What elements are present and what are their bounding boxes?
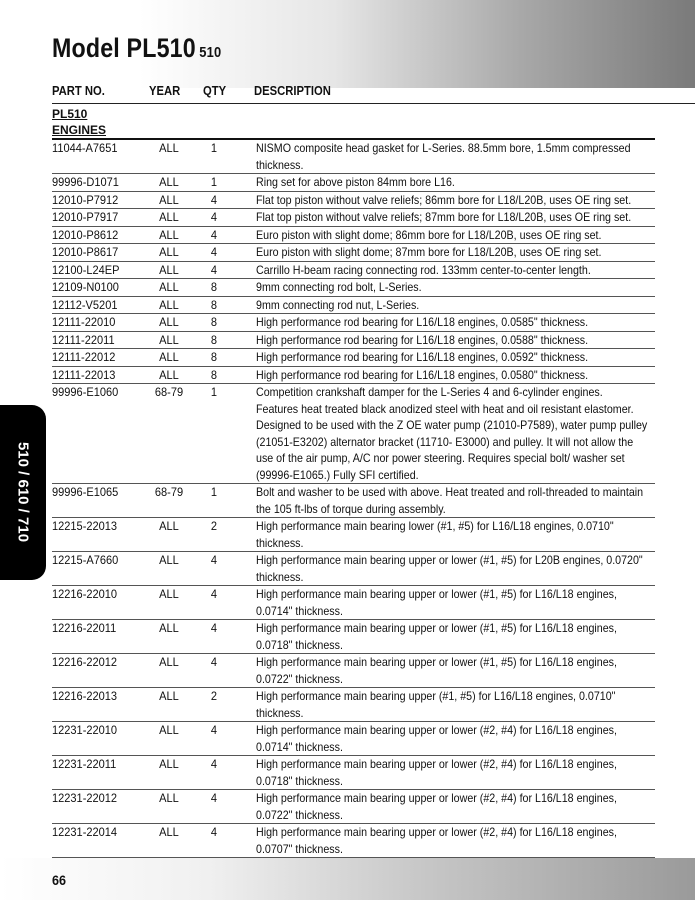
description-cell: Euro piston with slight dome; 87mm bore for L18/L20B, uses OE ring set. [256, 245, 602, 259]
section-label [52, 106, 106, 138]
year-cell: ALL [159, 519, 179, 533]
table-row [52, 518, 655, 552]
description-cell: High performance main bearing upper or lower (#1, #5) for L20B engines, 0.0720" thickness. [256, 553, 643, 584]
description-cell: High performance main bearing lower (#1, #5) for L16/L18 engines, 0.0710" thickness. [256, 519, 614, 550]
description-cell: High performance main bearing upper or lower (#2, #4) for L16/L18 engines, 0.0714" thickness. [256, 723, 617, 754]
page-number: 66 [52, 872, 67, 888]
description-cell: NISMO composite head gasket for L-Series. 88.5mm bore, 1.5mm compressed thickness. [256, 141, 631, 172]
part-number-cell: 99996-D1071 [52, 175, 119, 189]
header-qty: QTY [203, 84, 227, 98]
year-cell: ALL [159, 175, 179, 189]
qty-cell: 4 [210, 553, 218, 567]
year-cell: ALL [159, 689, 179, 703]
qty-cell: 8 [210, 315, 218, 329]
year-cell: ALL [159, 587, 179, 601]
description-cell: Euro piston with slight dome; 86mm bore for L18/L20B, uses OE ring set. [256, 227, 602, 242]
part-number-cell: 12010-P8617 [52, 245, 119, 259]
year-cell: ALL [159, 210, 179, 224]
description-cell: High performance rod bearing for L16/L18 engines, 0.0580" thickness. [256, 367, 589, 382]
part-number-cell: 12215-A7660 [52, 553, 119, 567]
qty-cell: 4 [210, 723, 218, 737]
part-number-cell: 12010-P8612 [52, 227, 119, 242]
year-cell: ALL [159, 227, 179, 242]
year-cell: ALL [159, 332, 179, 347]
qty-cell: 8 [210, 280, 218, 294]
table-row [52, 790, 655, 824]
table-row [52, 227, 655, 245]
qty-cell: 4 [210, 621, 218, 635]
qty-cell: 4 [210, 587, 218, 601]
part-number-cell: 99996-E1065 [52, 485, 119, 499]
part-number-cell: 11044-A7651 [52, 141, 118, 155]
qty-cell: 2 [210, 519, 218, 533]
year-cell: ALL [159, 141, 179, 155]
year-cell: ALL [159, 723, 179, 737]
part-number-cell: 12111-22012 [52, 350, 116, 364]
table-row [52, 552, 655, 586]
footer-band [0, 858, 695, 900]
table-row [52, 367, 655, 385]
part-number-cell: 99996-E1060 [52, 385, 119, 399]
table-row [52, 192, 655, 210]
year-cell: ALL [159, 192, 179, 207]
part-number-cell: 12111-22013 [52, 367, 116, 382]
year-cell: ALL [159, 621, 179, 635]
qty-cell: 8 [210, 297, 218, 312]
table-row [52, 620, 655, 654]
page-title [52, 33, 221, 64]
description-cell: High performance main bearing upper or lower (#2, #4) for L16/L18 engines, 0.0722" thickness. [256, 791, 617, 822]
year-cell: ALL [159, 655, 179, 669]
description-cell: High performance main bearing upper or lower (#1, #5) for L16/L18 engines, 0.0718" thickness. [256, 621, 617, 652]
description-cell: Flat top piston without valve reliefs; 87mm bore for L18/L20B, uses OE ring set. [256, 210, 632, 224]
year-cell: ALL [159, 315, 179, 329]
section-label-category: ENGINES [52, 123, 107, 137]
table-row [52, 262, 655, 280]
part-number-cell: 12112-V5201 [52, 297, 118, 312]
part-number-cell: 12216-22010 [52, 587, 118, 601]
part-number-cell: 12216-22013 [52, 689, 118, 703]
header-part-no: PART NO. [52, 84, 105, 98]
year-cell: ALL [159, 245, 179, 259]
qty-cell: 2 [210, 689, 218, 703]
page-title-text: Model PL510 [52, 33, 196, 63]
header-rule [52, 103, 695, 104]
description-cell: Competition crankshaft damper for the L-Series 4 and 6-cylinder engines. Features heat treated black anodized steel with heat and oil resistant elastomer. Designed to be used with the Z OE water pump (21010-P7589), water pump pulley (21051-E3202) alternator bracket (11710- E3000) and pulley. It will not allow the use of the air pump, A/C nor power steering. Requires special bolt/ washer set (99996-E1065.) Fully SFI certified. [256, 385, 648, 482]
part-number-cell: 12231-22011 [52, 757, 117, 771]
qty-cell: 4 [210, 227, 218, 242]
part-number-cell: 12010-P7917 [52, 210, 119, 224]
header-year: YEAR [149, 84, 181, 98]
year-cell: 68-79 [154, 385, 184, 399]
part-number-cell: 12010-P7912 [52, 192, 119, 207]
qty-cell: 8 [210, 367, 218, 382]
part-number-cell: 12231-22014 [52, 825, 118, 839]
table-row [52, 174, 655, 192]
table-row [52, 484, 655, 518]
year-cell: ALL [159, 825, 179, 839]
column-header [52, 84, 695, 104]
table-row [52, 332, 655, 350]
description-cell: Carrillo H-beam racing connecting rod. 133mm center-to-center length. [256, 262, 591, 277]
table-row [52, 586, 655, 620]
table-row [52, 756, 655, 790]
description-cell: 9mm connecting rod bolt, L-Series. [256, 280, 422, 294]
part-number-cell: 12231-22010 [52, 723, 118, 737]
part-number-cell: 12100-L24EP [52, 262, 120, 277]
qty-cell: 8 [210, 332, 218, 347]
qty-cell: 4 [210, 210, 218, 224]
description-cell: High performance rod bearing for L16/L18 engines, 0.0585" thickness. [256, 315, 589, 329]
part-number-cell: 12215-22013 [52, 519, 118, 533]
part-number-cell: 12109-N0100 [52, 280, 119, 294]
table-row [52, 314, 655, 332]
description-cell: High performance main bearing upper or lower (#1, #5) for L16/L18 engines, 0.0714" thickness. [256, 587, 617, 618]
table-row [52, 384, 655, 484]
table-row [52, 654, 655, 688]
qty-cell: 1 [210, 175, 218, 189]
page-subtitle: 510 [199, 44, 222, 61]
year-cell: ALL [159, 367, 179, 382]
part-number-cell: 12111-22011 [52, 332, 115, 347]
qty-cell: 1 [210, 485, 218, 499]
section-label-model: PL510 [52, 107, 88, 121]
table-row [52, 140, 655, 174]
table-row [52, 349, 655, 367]
table-row [52, 244, 655, 262]
year-cell: ALL [159, 297, 179, 312]
table-row [52, 297, 655, 315]
table-row [52, 824, 655, 858]
part-number-cell: 12231-22012 [52, 791, 118, 805]
qty-cell: 4 [210, 245, 218, 259]
description-cell: Ring set for above piston 84mm bore L16. [256, 175, 455, 189]
qty-cell: 4 [210, 757, 218, 771]
qty-cell: 1 [210, 385, 218, 399]
description-cell: High performance main bearing upper or lower (#2, #4) for L16/L18 engines, 0.0707" thickness. [256, 825, 617, 856]
qty-cell: 8 [210, 350, 218, 364]
description-cell: High performance rod bearing for L16/L18 engines, 0.0588" thickness. [256, 332, 589, 347]
year-cell: ALL [159, 262, 179, 277]
table-row [52, 688, 655, 722]
table-row [52, 279, 655, 297]
qty-cell: 4 [210, 791, 218, 805]
year-cell: ALL [159, 350, 179, 364]
qty-cell: 4 [210, 262, 218, 277]
year-cell: ALL [159, 791, 179, 805]
header-description: DESCRIPTION [254, 84, 331, 98]
qty-cell: 4 [210, 192, 218, 207]
year-cell: ALL [159, 553, 179, 567]
qty-cell: 4 [210, 825, 218, 839]
description-cell: High performance main bearing upper or lower (#1, #5) for L16/L18 engines, 0.0722" thickness. [256, 655, 617, 686]
part-number-cell: 12111-22010 [52, 315, 116, 329]
description-cell: High performance main bearing upper or lower (#2, #4) for L16/L18 engines, 0.0718" thickness. [256, 757, 617, 788]
year-cell: ALL [159, 757, 179, 771]
qty-cell: 1 [210, 141, 218, 155]
side-tab-label: 510 / 610 / 710 [14, 441, 32, 543]
description-cell: 9mm connecting rod nut, L-Series. [256, 297, 420, 312]
description-cell: High performance rod bearing for L16/L18 engines, 0.0592" thickness. [256, 350, 589, 364]
description-cell: High performance main bearing upper (#1, #5) for L16/L18 engines, 0.0710" thickness. [256, 689, 616, 720]
side-tab [0, 405, 46, 580]
qty-cell: 4 [210, 655, 218, 669]
year-cell: 68-79 [154, 485, 184, 499]
year-cell: ALL [159, 280, 179, 294]
parts-table [52, 140, 655, 876]
description-cell: Flat top piston without valve reliefs; 86mm bore for L18/L20B, uses OE ring set. [256, 192, 632, 207]
part-number-cell: 12216-22011 [52, 621, 117, 635]
table-row [52, 722, 655, 756]
part-number-cell: 12216-22012 [52, 655, 118, 669]
table-row [52, 209, 655, 227]
description-cell: Bolt and washer to be used with above. Heat treated and roll-threaded to maintain the 105 ft-lbs of torque during assembly. [256, 485, 644, 516]
